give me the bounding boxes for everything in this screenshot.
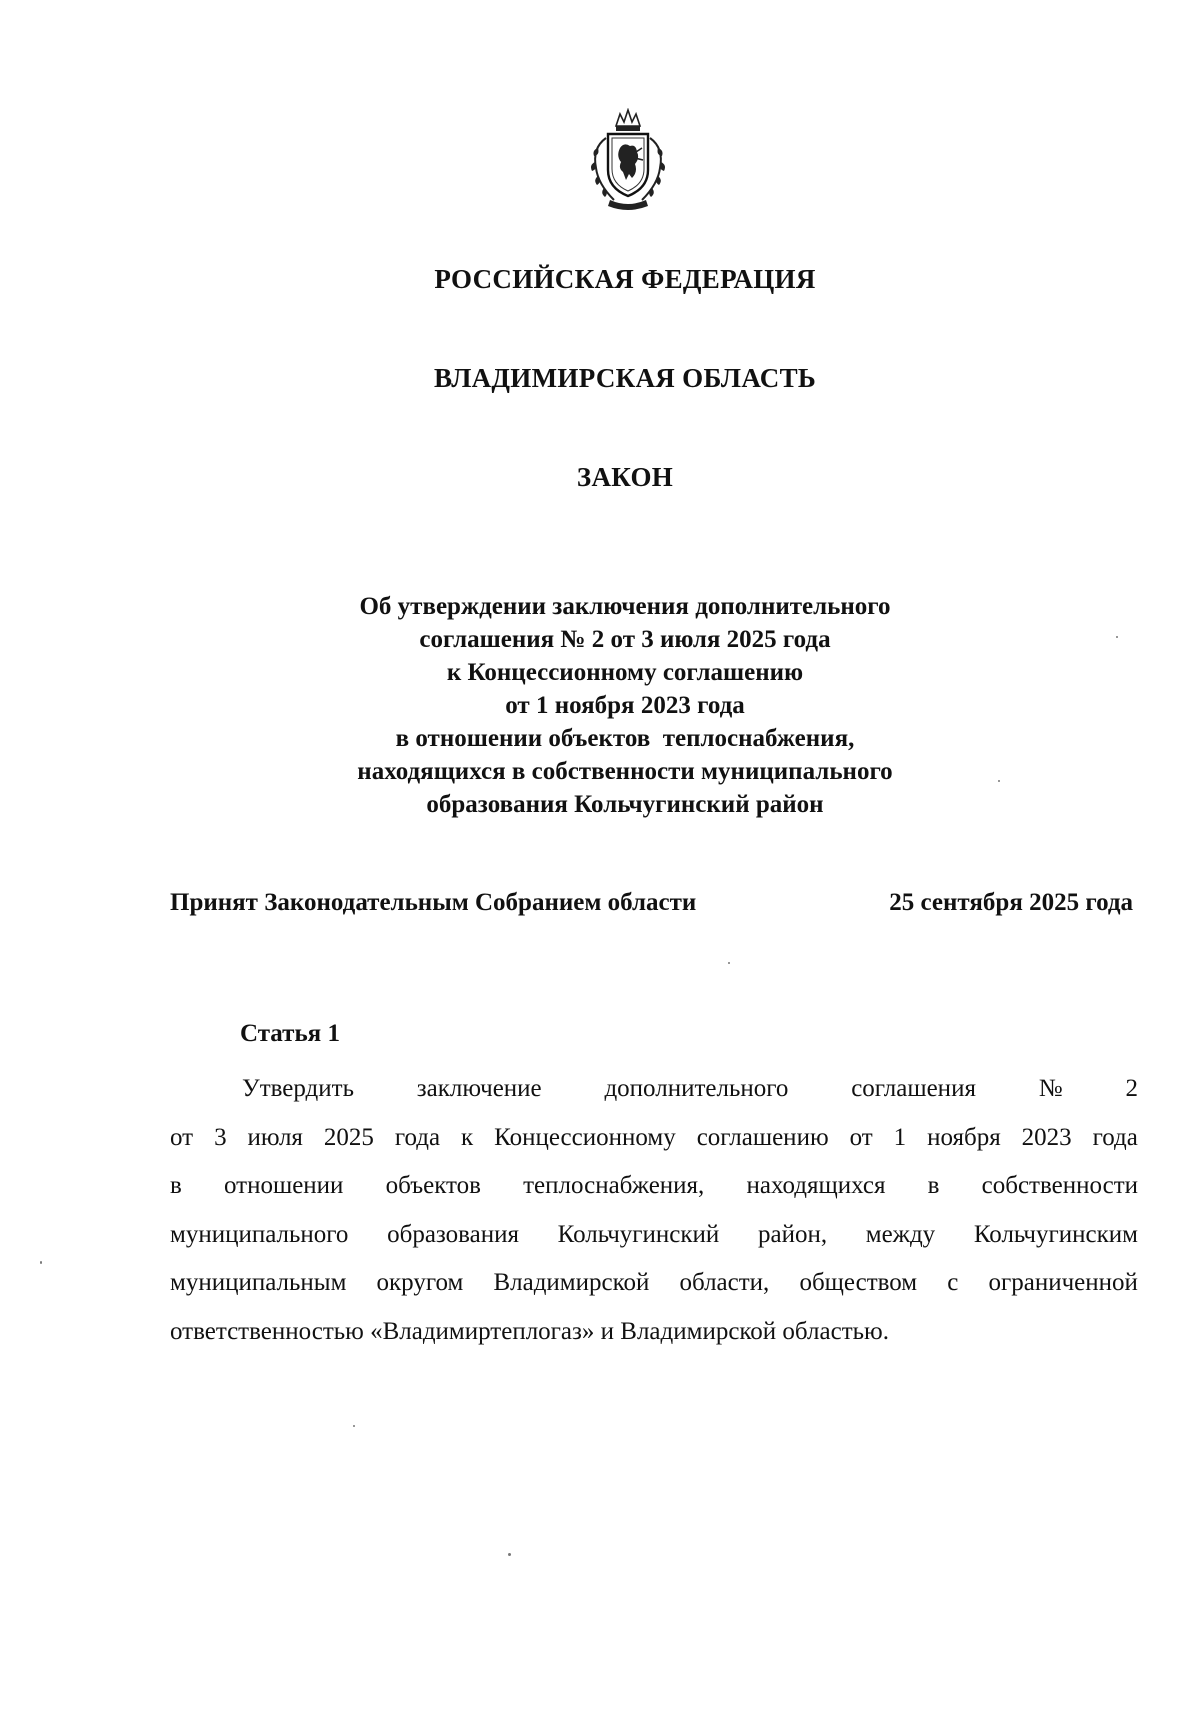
article-word: отношении bbox=[223, 1172, 344, 1199]
article-line bbox=[170, 1114, 1138, 1163]
article-word: муниципального bbox=[170, 1220, 349, 1248]
article-line bbox=[170, 1162, 1138, 1211]
article-word: район, bbox=[757, 1220, 828, 1248]
article-word: 2025 bbox=[323, 1123, 374, 1151]
article-line: ответственностью «Владимиртеплогаз» и Владимирской областью. bbox=[170, 1317, 889, 1345]
article-word: года bbox=[394, 1123, 441, 1151]
scan-speck bbox=[353, 1425, 355, 1427]
law-title-line: в отношении объектов теплоснабжения, bbox=[395, 725, 855, 752]
article-word: собственности bbox=[981, 1172, 1138, 1199]
article-word: с bbox=[947, 1269, 959, 1296]
article-word: обществом bbox=[799, 1269, 918, 1296]
adoption-label: Принят Законодательным Собранием области bbox=[170, 889, 697, 916]
law-title-line: соглашения № 2 от 3 июля 2025 года bbox=[419, 626, 831, 653]
law-title-line: Об утверждении заключения дополнительного bbox=[359, 593, 891, 620]
article-word: в bbox=[170, 1172, 182, 1199]
article-word: Кольчугинским bbox=[973, 1220, 1138, 1248]
law-title bbox=[0, 590, 1200, 821]
article-word: от bbox=[849, 1123, 873, 1151]
scan-speck bbox=[508, 1553, 511, 1556]
region-heading: ВЛАДИМИРСКАЯ ОБЛАСТЬ bbox=[433, 363, 817, 393]
article-word: округом bbox=[376, 1269, 464, 1296]
article-word: муниципальным bbox=[170, 1269, 347, 1296]
article-line bbox=[170, 1065, 1138, 1114]
coat-of-arms-icon bbox=[580, 108, 676, 212]
article-word: заключение bbox=[416, 1075, 542, 1102]
article-word: ноября bbox=[927, 1123, 1001, 1151]
article-heading: Статья 1 bbox=[240, 1020, 340, 1047]
article-word: к bbox=[461, 1123, 474, 1151]
article-word: в bbox=[927, 1172, 940, 1199]
article-line bbox=[170, 1211, 1138, 1260]
scan-speck bbox=[40, 1261, 42, 1264]
article-word: 2023 bbox=[1021, 1123, 1072, 1151]
article-word: между bbox=[865, 1220, 936, 1248]
scan-speck bbox=[998, 780, 1000, 782]
article-word: Концессионному bbox=[494, 1123, 676, 1151]
article-word: соглашению bbox=[696, 1123, 829, 1151]
article-word: соглашения bbox=[851, 1075, 976, 1102]
law-title-line: образования Кольчугинский район bbox=[426, 791, 824, 818]
article-body bbox=[170, 1065, 1138, 1356]
article-word: 2 bbox=[1125, 1075, 1138, 1102]
article-word: ограниченной bbox=[988, 1269, 1138, 1296]
law-title-line: от 1 ноября 2023 года bbox=[505, 692, 745, 719]
document-type-heading: ЗАКОН bbox=[576, 462, 674, 492]
adoption-date: 25 сентября 2025 года bbox=[889, 889, 1133, 916]
scan-speck bbox=[728, 962, 730, 964]
article-word: 3 bbox=[214, 1123, 227, 1151]
article-word: Кольчугинский bbox=[557, 1220, 720, 1248]
article-word: образования bbox=[387, 1220, 519, 1248]
article-word: объектов bbox=[385, 1172, 481, 1199]
scan-speck bbox=[1116, 636, 1118, 638]
law-title-line: к Концессионному соглашению bbox=[446, 659, 804, 686]
article-word: года bbox=[1092, 1123, 1138, 1151]
article-word: от bbox=[170, 1123, 194, 1151]
article-word: № bbox=[1038, 1075, 1063, 1102]
article-word: июля bbox=[247, 1123, 303, 1151]
country-heading: РОССИЙСКАЯ ФЕДЕРАЦИЯ bbox=[434, 264, 816, 294]
article-word: Утвердить bbox=[242, 1075, 354, 1102]
article-word: дополнительного bbox=[604, 1075, 789, 1102]
article-line bbox=[170, 1259, 1138, 1308]
article-word: области, bbox=[679, 1269, 770, 1296]
article-word: теплоснабжения, bbox=[523, 1172, 705, 1199]
article-word: Владимирской bbox=[493, 1269, 650, 1296]
article-word: 1 bbox=[893, 1123, 907, 1151]
law-title-line: находящихся в собственности муниципального bbox=[357, 758, 893, 785]
article-word: находящихся bbox=[746, 1172, 886, 1199]
